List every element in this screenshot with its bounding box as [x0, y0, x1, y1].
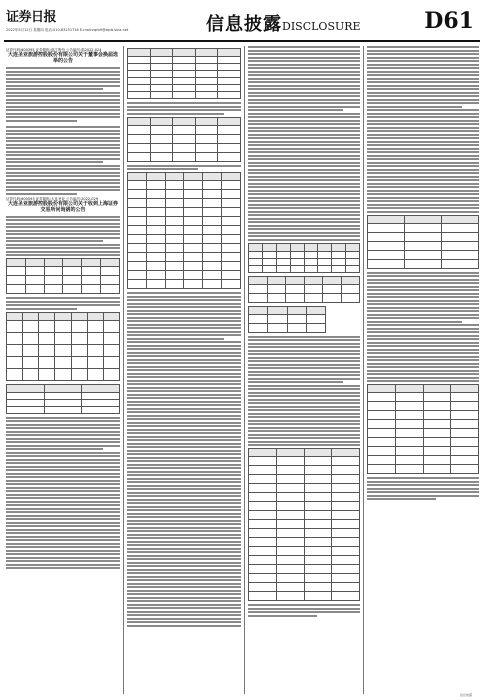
notice-body [6, 417, 120, 570]
notice-body [367, 477, 479, 500]
section-title-cn: 信息披露 [206, 14, 282, 35]
column-3 [248, 46, 360, 694]
notice-body [248, 46, 360, 241]
data-table [248, 243, 360, 273]
section-title [206, 10, 361, 36]
data-table [127, 117, 241, 162]
newspaper-logo: 证券日报 [6, 10, 57, 25]
data-table [248, 276, 360, 303]
data-table [248, 306, 326, 333]
footer-label: 信息披露 [459, 693, 472, 697]
column-divider [363, 46, 364, 694]
data-table [367, 384, 479, 474]
data-table [6, 312, 120, 381]
section-title-en: DISCLOSURE [282, 20, 361, 33]
notice-code: 证券代码:600395 证券简称:盘江股份 公告编号:临2022-024 [6, 48, 102, 52]
notice-body [127, 292, 241, 627]
column-1 [6, 46, 120, 694]
notice-body [6, 67, 120, 195]
column-2 [127, 46, 241, 694]
page-number: D61 [424, 8, 474, 34]
column-4 [367, 46, 479, 694]
notice-title: 大连圣亚旅游控股股份有限公司关于董事会换届选举的公告 [7, 52, 118, 64]
notice-body [127, 165, 241, 171]
notice-body [248, 336, 360, 447]
notice-body [248, 604, 360, 617]
column-divider [244, 46, 245, 694]
data-table [127, 48, 241, 99]
column-divider [123, 46, 124, 694]
notice-title: 大连圣亚旅游控股股份有限公司关于收到上海证券交易所问询函的公告 [7, 200, 118, 213]
notice-body [6, 297, 120, 310]
notice-code: 证券代码:600593 证券简称:大连圣亚 公告编号:2022-029 [6, 196, 98, 201]
data-table [367, 215, 479, 269]
data-table [127, 172, 241, 289]
issue-meta: 2022年5月12日 星期四 电话:010-83251716 E-mail:zqrb9@zqrb.sina.net [6, 28, 129, 32]
data-table [6, 258, 120, 294]
notice-body [367, 272, 479, 383]
notice-body [367, 46, 479, 213]
data-table [248, 448, 360, 601]
data-table [6, 384, 120, 414]
masthead-rule [4, 40, 480, 42]
notice-body [6, 216, 120, 257]
notice-heading [6, 48, 120, 64]
notice-heading [6, 197, 120, 213]
notice-body [127, 102, 241, 115]
masthead [0, 0, 484, 42]
